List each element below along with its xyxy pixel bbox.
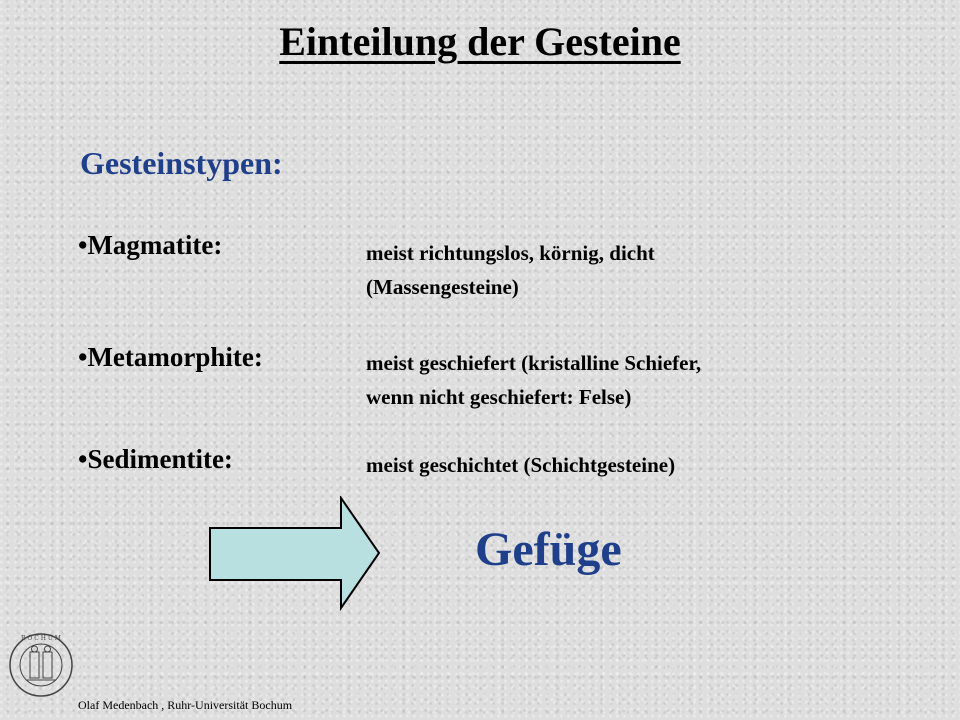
item-term-metamorphite: •Metamorphite:: [78, 342, 263, 372]
footer-credit: Olaf Medenbach , Ruhr-Universität Bochum: [78, 698, 293, 712]
arrow-shape: [210, 498, 379, 608]
item-desc-metamorphite: [366, 346, 701, 414]
item-desc-magmatite: [366, 236, 655, 304]
item-term-sedimentite: •Sedimentite:: [78, 444, 233, 474]
slide-title-text: Einteilung der Gesteine: [279, 19, 681, 64]
item-desc-line: meist geschiefert (kristalline Schiefer,: [366, 351, 702, 375]
item-desc-line: meist richtungslos, körnig, dicht: [366, 241, 655, 265]
item-term-magmatite: •Magmatite:: [78, 230, 223, 260]
item-desc-line: meist geschichtet (Schichtgesteine): [366, 453, 676, 477]
item-desc-line: (Massengesteine): [366, 275, 519, 299]
item-desc-sedimentite: [366, 448, 675, 482]
right-arrow-icon: [208, 496, 383, 612]
item-desc-line: wenn nicht geschiefert: Felse): [366, 385, 632, 409]
svg-text:B O C H U M: B O C H U M: [21, 635, 61, 642]
university-seal-logo: [8, 632, 74, 698]
slide-title: [0, 18, 960, 65]
result-label: Gefüge: [475, 523, 622, 576]
section-heading: Gesteinstypen:: [80, 145, 283, 181]
